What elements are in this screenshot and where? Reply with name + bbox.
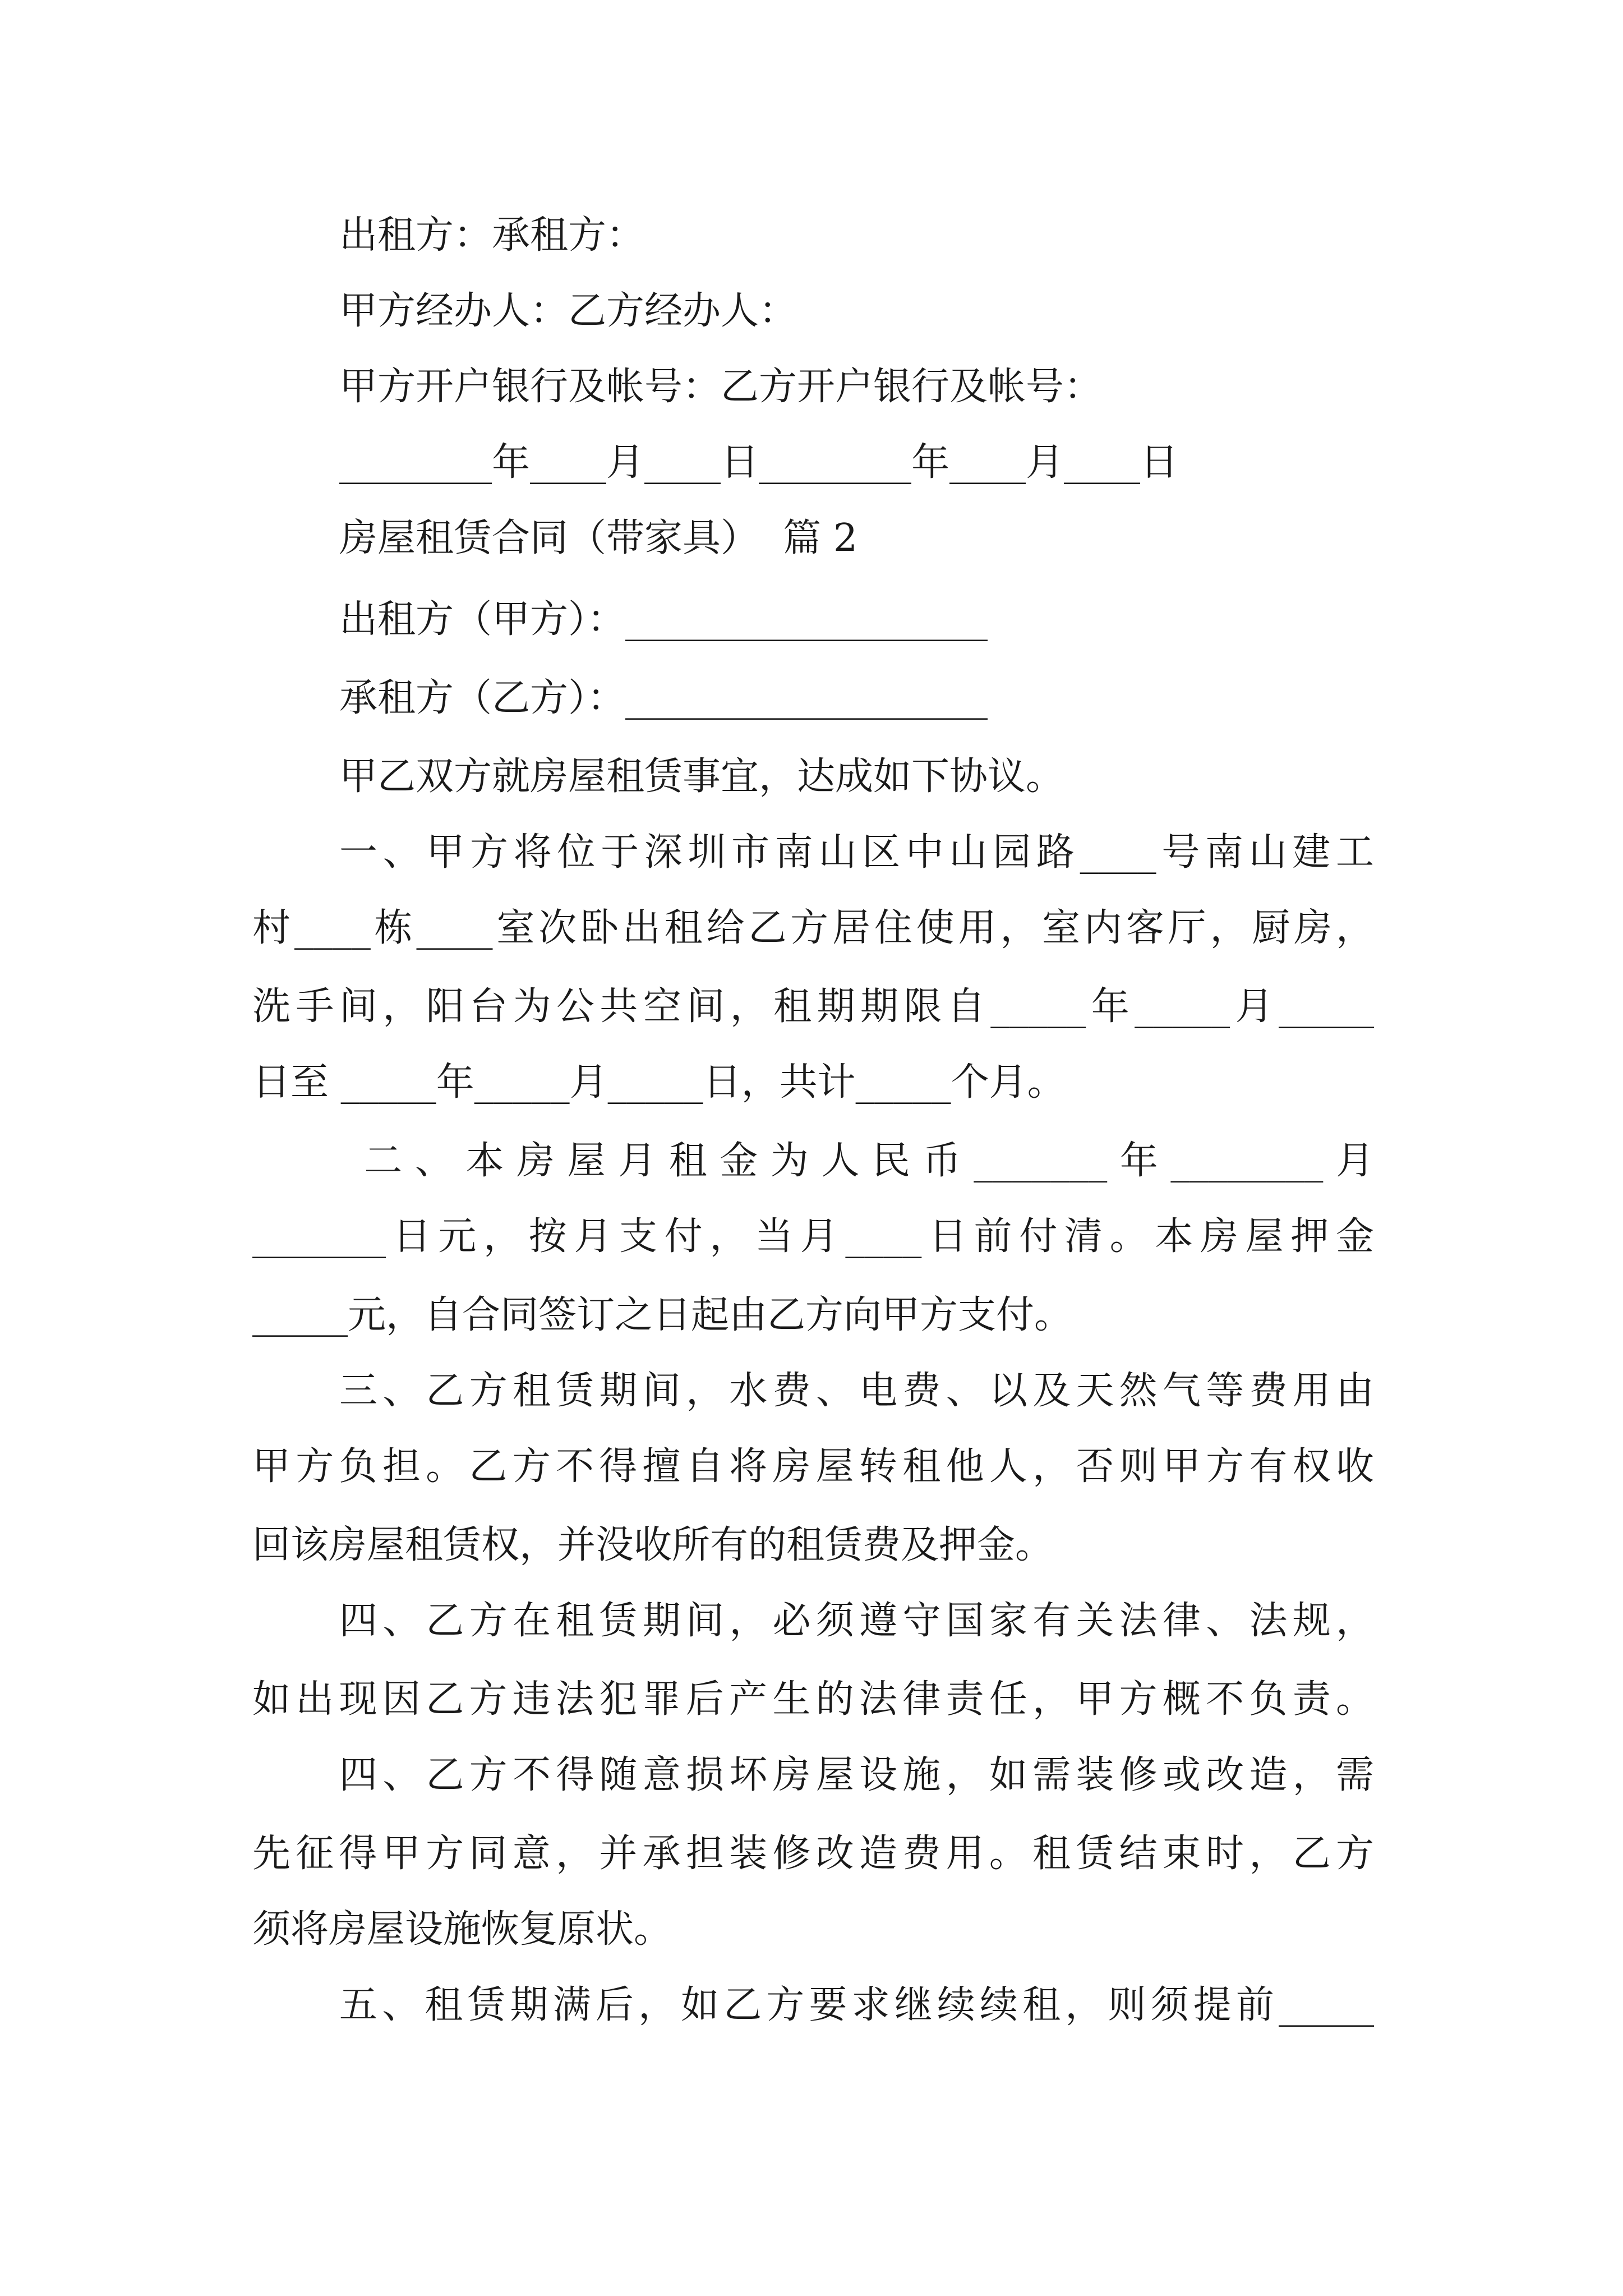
signature-lessor-lessee-line: 出租方：承租方： bbox=[339, 213, 645, 257]
clause-2-line-1: 二、本房屋月租金为人民币_______年________月 bbox=[339, 1139, 1374, 1183]
clause-3-line-2: 甲方负担。乙方不得擅自将房屋转租他人，否则甲方有权收 bbox=[252, 1444, 1374, 1489]
party-b-line: 承租方（乙方）：___________________ bbox=[339, 676, 988, 720]
clause-1-line-4: 日至 _____年_____月_____日，共计_____个月。 bbox=[252, 1060, 1066, 1105]
date-line: ________年____月____日________年____月____日 bbox=[339, 440, 1179, 485]
party-a-line: 出租方（甲方）：___________________ bbox=[339, 597, 988, 642]
agreement-intro: 甲乙双方就房屋租赁事宜，达成如下协议。 bbox=[339, 754, 1064, 799]
clause-2-line-3: _____元，自合同签订之日起由乙方向甲方支付。 bbox=[252, 1293, 1073, 1337]
clause-1-line-3: 洗手间，阳台为公共空间，租期期限自_____年_____月_____ bbox=[252, 984, 1374, 1029]
clause-1-line-2: 村____栋____室次卧出租给乙方居住使用，室内客厅，厨房， bbox=[252, 906, 1374, 950]
clause-3-line-3: 回该房屋租赁权，并没收所有的租赁费及押金。 bbox=[252, 1523, 1054, 1567]
clause-4b-line-3: 须将房屋设施恢复原状。 bbox=[252, 1907, 672, 1952]
agent-line: 甲方经办人：乙方经办人： bbox=[339, 289, 797, 333]
clause-1-line-1: 一、甲方将位于深圳市南山区中山园路____号南山建工 bbox=[339, 830, 1374, 875]
clause-4b-line-1: 四、乙方不得随意损坏房屋设施，如需装修或改造，需 bbox=[339, 1753, 1374, 1797]
bank-account-line: 甲方开户银行及帐号：乙方开户银行及帐号： bbox=[339, 365, 1103, 409]
clause-5-line-1: 五、租赁期满后，如乙方要求继续续租，则须提前_____ bbox=[339, 1983, 1374, 2027]
clause-3-line-1: 三、乙方租赁期间，水费、电费、以及天然气等费用由 bbox=[339, 1369, 1374, 1413]
clause-4a-line-1: 四、乙方在租赁期间，必须遵守国家有关法律、法规， bbox=[339, 1599, 1374, 1643]
clause-4b-line-2: 先征得甲方同意，并承担装修改造费用。租赁结束时，乙方 bbox=[252, 1832, 1374, 1876]
clause-4a-line-2: 如出现因乙方违法犯罪后产生的法律责任，甲方概不负责。 bbox=[252, 1677, 1374, 1722]
section-title: 房屋租赁合同（带家具） 篇 2 bbox=[339, 516, 858, 560]
clause-2-line-2: _______日元，按月支付，当月____日前付清。本房屋押金 bbox=[252, 1214, 1374, 1259]
